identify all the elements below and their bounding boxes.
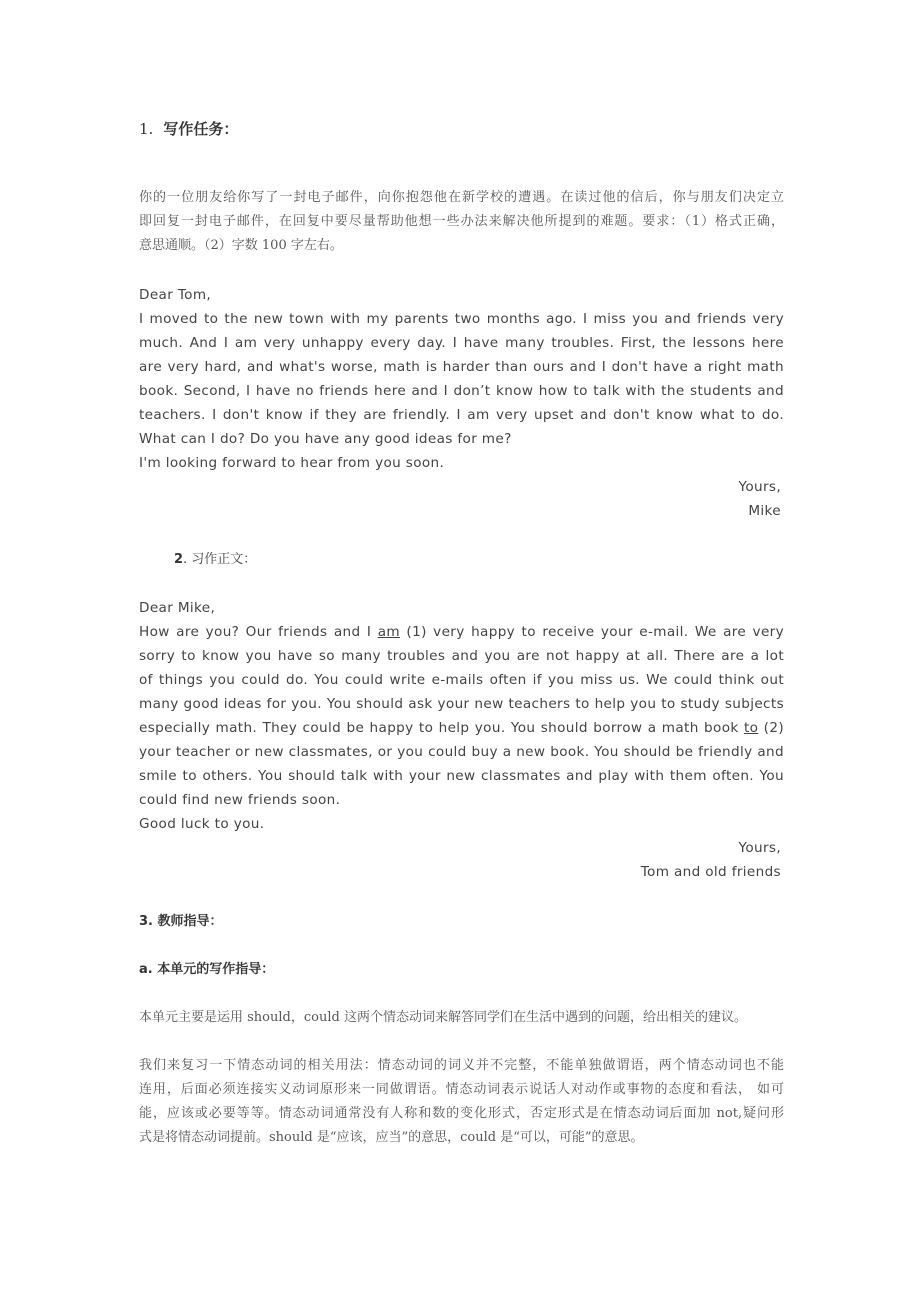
- text-run: (2): [758, 720, 784, 736]
- letter-line: What can I do? Do you have any good ideas for me?: [139, 431, 512, 447]
- letter-line: many good ideas for you. You should ask your new teachers to help you to study subjects: [139, 696, 784, 712]
- text-run: How are you? Our friends and I: [139, 624, 378, 640]
- letter-line: are very hard, and what's worse, math is harder than ours and I don't have a right math: [139, 359, 784, 375]
- section3-title: 教师指导：: [152, 914, 223, 929]
- section3a-number: a.: [139, 962, 153, 977]
- section2-title: . 习作正文：: [183, 552, 257, 567]
- letter-line: [139, 620, 784, 644]
- letter-line: of things you could do. You could write e-mails often if you miss us. We could think out: [139, 672, 784, 688]
- letter-greeting: Dear Tom,: [139, 287, 212, 303]
- guidance-line: 能，应该或必要等等。情态动词通常没有人称和数的变化形式，否定形式是在情态动词后面加 not,疑问形: [139, 1106, 784, 1121]
- instruction-line: 即回复一封电子邮件，在回复中要尽量帮助他想一些办法来解决他所提到的难题。要求：（1）格式正确，: [139, 214, 784, 229]
- error-mark-1: am: [377, 624, 400, 640]
- letter-signoff: Yours,: [738, 479, 781, 495]
- guidance-line: 式是将情态动词提前。should 是“应该，应当”的意思，could 是“可以，可能”的意思。: [139, 1130, 644, 1145]
- letter-line: could find new friends soon.: [139, 792, 341, 808]
- letter-line: teachers. I don't know if they are friendly. I am very upset and don't know what to do.: [139, 407, 784, 423]
- letter-line: much. And I am very unhappy every day. I have many troubles. First, the lessons here: [139, 335, 784, 351]
- guidance-paragraph-2: [139, 1054, 784, 1150]
- section3-heading: [139, 910, 223, 929]
- tom-letter: [139, 283, 784, 523]
- instruction-line: 你的一位朋友给你写了一封电子邮件，向你抱怨他在新学校的遭遇。在读过他的信后，你与朋友们决定立: [139, 190, 784, 205]
- section1-instructions: [139, 186, 784, 258]
- guidance-paragraph-1: [139, 1006, 784, 1030]
- letter-line: your teacher or new classmates, or you could buy a new book. You should be friendly and: [139, 744, 784, 760]
- section1-heading: [139, 118, 238, 139]
- text-run: (1) very happy to receive your e-mail. We are very: [399, 624, 784, 640]
- letter-closing-line: I'm looking forward to hear from you soon.: [139, 455, 445, 471]
- guidance-line: 本单元主要是运用 should，could 这两个情态动词来解答同学们在生活中遇到的问题，给出相关的建议。: [139, 1010, 747, 1025]
- letter-line: sorry to know you have so many troubles and you are not happy at all. There are a lot: [139, 648, 784, 664]
- guidance-line: 连用，后面必须连接实义动词原形来一同做谓语。情态动词表示说话人对动作或事物的态度和看法， 如可: [139, 1082, 784, 1097]
- instruction-line: 意思通顺。（2）字数 100 字左右。: [139, 238, 343, 253]
- mike-letter: [139, 596, 784, 884]
- guidance-line: 我们来复习一下情态动词的相关用法：情态动词的词义并不完整，不能单独做谓语，两个情态动词也不能: [139, 1058, 784, 1073]
- letter-greeting: Dear Mike,: [139, 600, 216, 616]
- letter-line: book. Second, I have no friends here and I don’t know how to talk with the students and: [139, 383, 784, 399]
- letter-signature: Mike: [748, 503, 781, 519]
- section2-heading: [174, 548, 256, 567]
- letter-closing-line: Good luck to you.: [139, 816, 265, 832]
- letter-line: smile to others. You should talk with your new classmates and play with them often. You: [139, 768, 784, 784]
- section1-title: 写作任务：: [163, 120, 239, 138]
- section3a-heading: [139, 958, 274, 977]
- section1-number: 1.: [139, 120, 154, 138]
- section3-number: 3.: [139, 914, 153, 929]
- section3a-title: 本单元的写作指导：: [152, 962, 275, 977]
- text-run: especially math. They could be happy to help you. You should borrow a math book: [139, 720, 744, 736]
- letter-line: [139, 716, 784, 740]
- letter-signoff: Yours,: [738, 840, 781, 856]
- letter-line: I moved to the new town with my parents two months ago. I miss you and friends very: [139, 311, 784, 327]
- section2-number: 2: [174, 552, 184, 567]
- error-mark-2: to: [743, 720, 759, 736]
- letter-signature: Tom and old friends: [640, 864, 781, 880]
